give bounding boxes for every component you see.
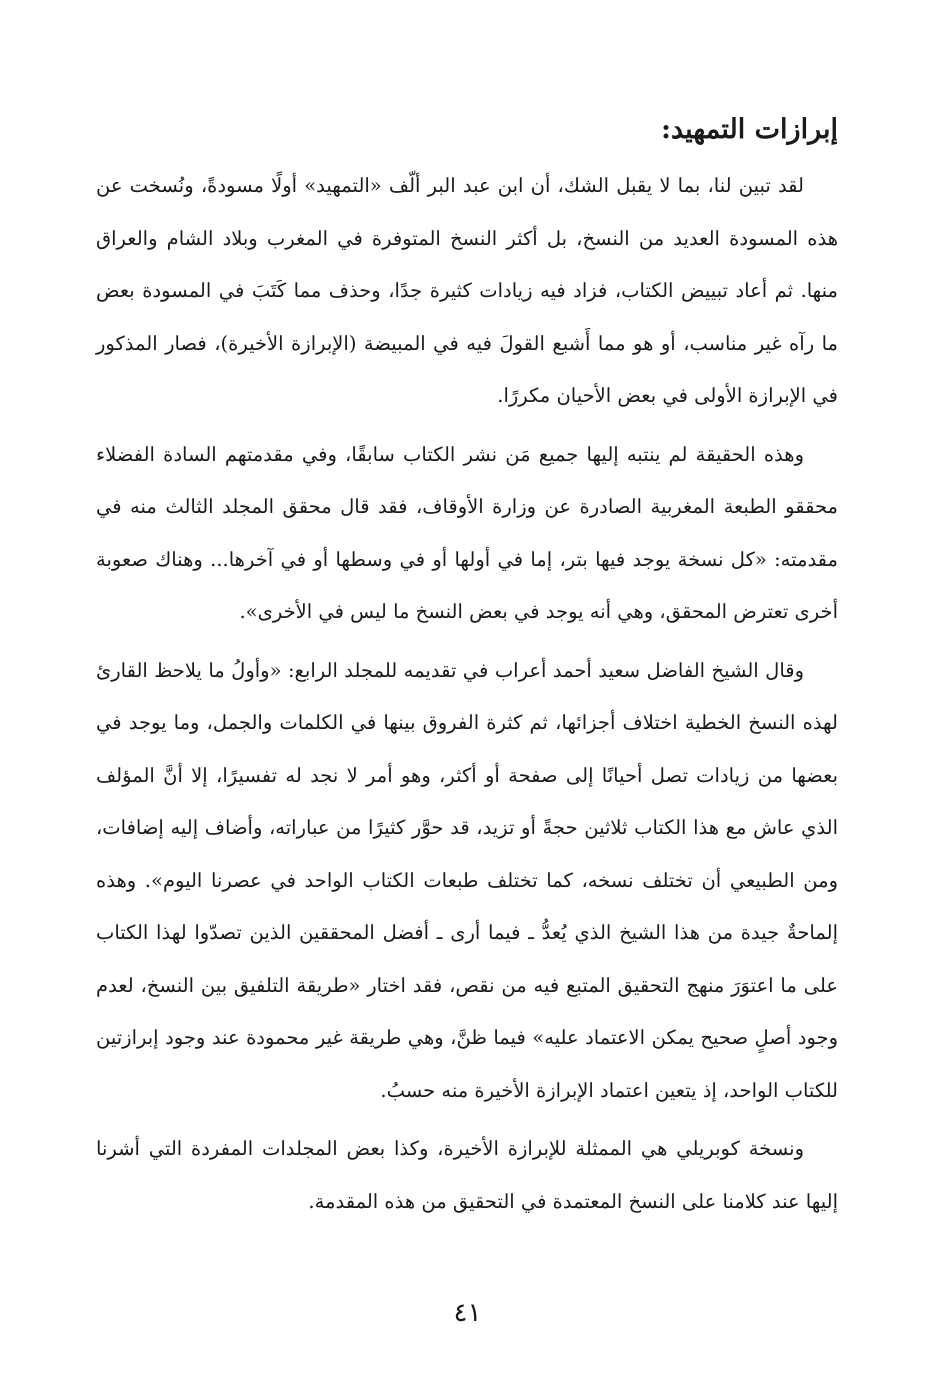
paragraph-4: ونسخة كوبريلي هي الممثلة للإبرازة الأخيرة، وكذا بعض المجلدات المفردة التي أشرنا إليها عند كلامنا على النسخ المعتمدة في التحقيق من هذه المقدمة. xyxy=(96,1137,838,1213)
paragraph-3: وقال الشيخ الفاضل سعيد أحمد أعراب في تقديمه للمجلد الرابع: «وأولُ ما يلاحظ القارئ لهذه النسخ الخطية اختلاف أجزائها، ثم كثرة الفروق بينها في الكلمات والجمل، وما يوجد في بعضها من زيادات تصل أحيانًا إلى صفحة أو أكثر، وهو أمر لا نجد له تفسيرًا، إلا أنَّ المؤلف الذي عاش مع هذا الكتاب ثلاثين حجةً أو تزيد، قد حوَّر كثيرًا من عباراته، وأضاف إليه إضافات، ومن الطبيعي أن تختلف نسخه، كما تختلف طبعات الكتاب الواحد في عصرنا اليوم». وهذه إلماحةٌ جيدة من هذا الشيخ الذي يُعدُّ ـ فيما أرى ـ أفضل المحققين الذين تصدّوا لهذا الكتاب على ما اعتوَرَ منهج التحقيق المتبع فيه من نقص، فقد اختار «طريقة التلفيق بين النسخ، لعدم وجود أصلٍ صحيح يمكن الاعتماد عليه» فيما ظنَّ، وهي طريقة غير محمودة عند وجود إبرازتين للكتاب الواحد، إذ يتعين اعتماد الإبرازة الأخيرة منه حسبُ. xyxy=(96,658,838,1102)
page-body xyxy=(96,108,838,1234)
page-number: ٤١ xyxy=(453,1298,482,1328)
paragraph-1: لقد تبين لنا، بما لا يقبل الشك، أن ابن عبد البر ألّف «التمهيد» أولًا مسودةً، ونُسخت عن هذه المسودة العديد من النسخ، بل أكثر النسخ المتوفرة في المغرب وبلاد الشام والعراق منها. ثم أعاد تبييض الكتاب، فزاد فيه زيادات كثيرة جدًا، وحذف مما كَتَبَ في المسودة بعض ما رآه غير مناسب، أو هو مما أَشبع القولَ فيه في المبيضة (الإبرازة الأخيرة)، فصار المذكور في الإبرازة الأولى في بعض الأحيان مكررًا. xyxy=(96,174,838,407)
section-heading: إبرازات التمهيد: xyxy=(661,114,838,145)
paragraph-2: وهذه الحقيقة لم ينتبه إليها جميع مَن نشر الكتاب سابقًا، وفي مقدمتهم السادة الفضلاء محققو الطبعة المغربية الصادرة عن وزارة الأوقاف، فقد قال محقق المجلد الثالث منه في مقدمته: «كل نسخة يوجد فيها بتر، إما في أولها أو في وسطها أو في آخرها... وهناك صعوبة أخرى تعترض المحقق، وهي أنه يوجد في بعض النسخ ما ليس في الأخرى». xyxy=(96,442,838,623)
